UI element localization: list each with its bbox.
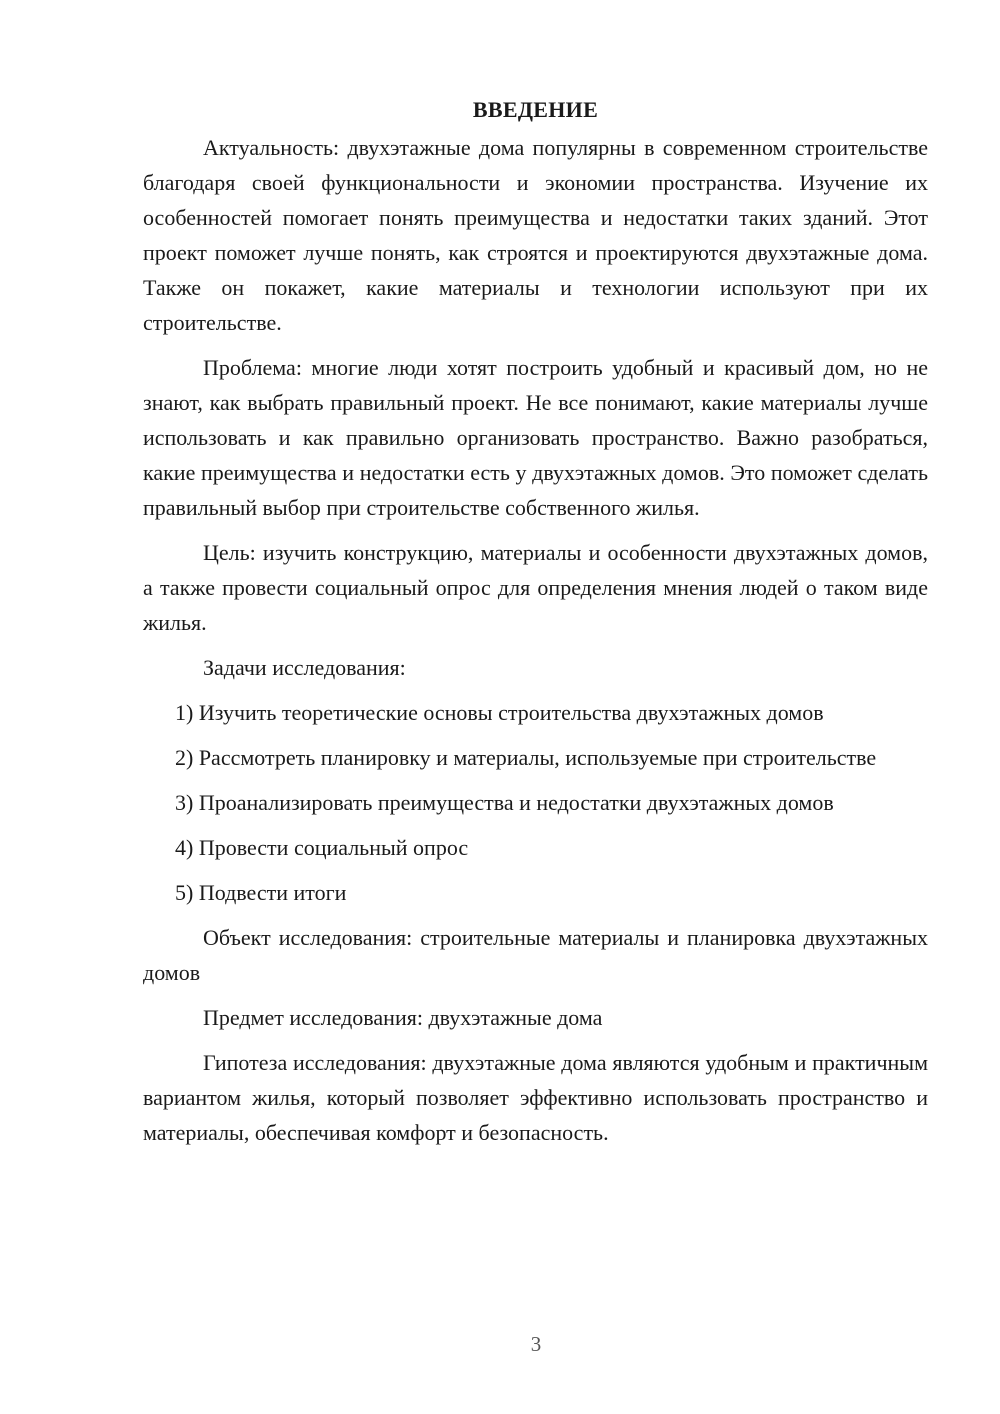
section-title: ВВЕДЕНИЕ: [472, 97, 599, 122]
relevance-paragraph: Актуальность: двухэтажные дома популярны в современном строительстве благодаря своей функциональности и экономии пространства. Изучение их особенностей помогает понять преимущества и недостатки таких зданий. Этот проект поможет лучше понять, как строятся и проектируются двухэтажные дома. Также он покажет, какие материалы и технологии используют при их строительстве.: [143, 135, 928, 335]
page-number: 3: [530, 1332, 542, 1356]
document-page: [143, 90, 928, 1160]
problem-paragraph: Проблема: многие люди хотят построить удобный и красивый дом, но не знают, как выбрать правильный проект. Не все понимают, какие материалы лучше использовать и как правильно организовать пространство. Важно разобраться, какие преимущества и недостатки есть у двухэтажных домов. Это поможет сделать правильный выбор при строительстве собственного жилья.: [143, 355, 928, 520]
task-item-2: 2) Рассмотреть планировку и материалы, используемые при строительстве: [175, 745, 877, 770]
goal-paragraph: Цель: изучить конструкцию, материалы и особенности двухэтажных домов, а также провести социальный опрос для определения мнения людей о таком виде жилья.: [143, 540, 928, 635]
task-item-4: 4) Провести социальный опрос: [175, 835, 469, 860]
task-item-5: 5) Подвести итоги: [175, 880, 347, 905]
object-paragraph: Объект исследования: строительные материалы и планировка двухэтажных домов: [143, 925, 928, 985]
tasks-heading: Задачи исследования:: [203, 655, 406, 680]
task-item-3: 3) Проанализировать преимущества и недостатки двухэтажных домов: [175, 790, 834, 815]
hypothesis-paragraph: Гипотеза исследования: двухэтажные дома являются удобным и практичным вариантом жилья, который позволяет эффективно использовать пространство и материалы, обеспечивая комфорт и безопасность.: [143, 1050, 928, 1145]
task-item-1: 1) Изучить теоретические основы строительства двухэтажных домов: [175, 700, 824, 725]
subject-paragraph: Предмет исследования: двухэтажные дома: [203, 1005, 603, 1030]
